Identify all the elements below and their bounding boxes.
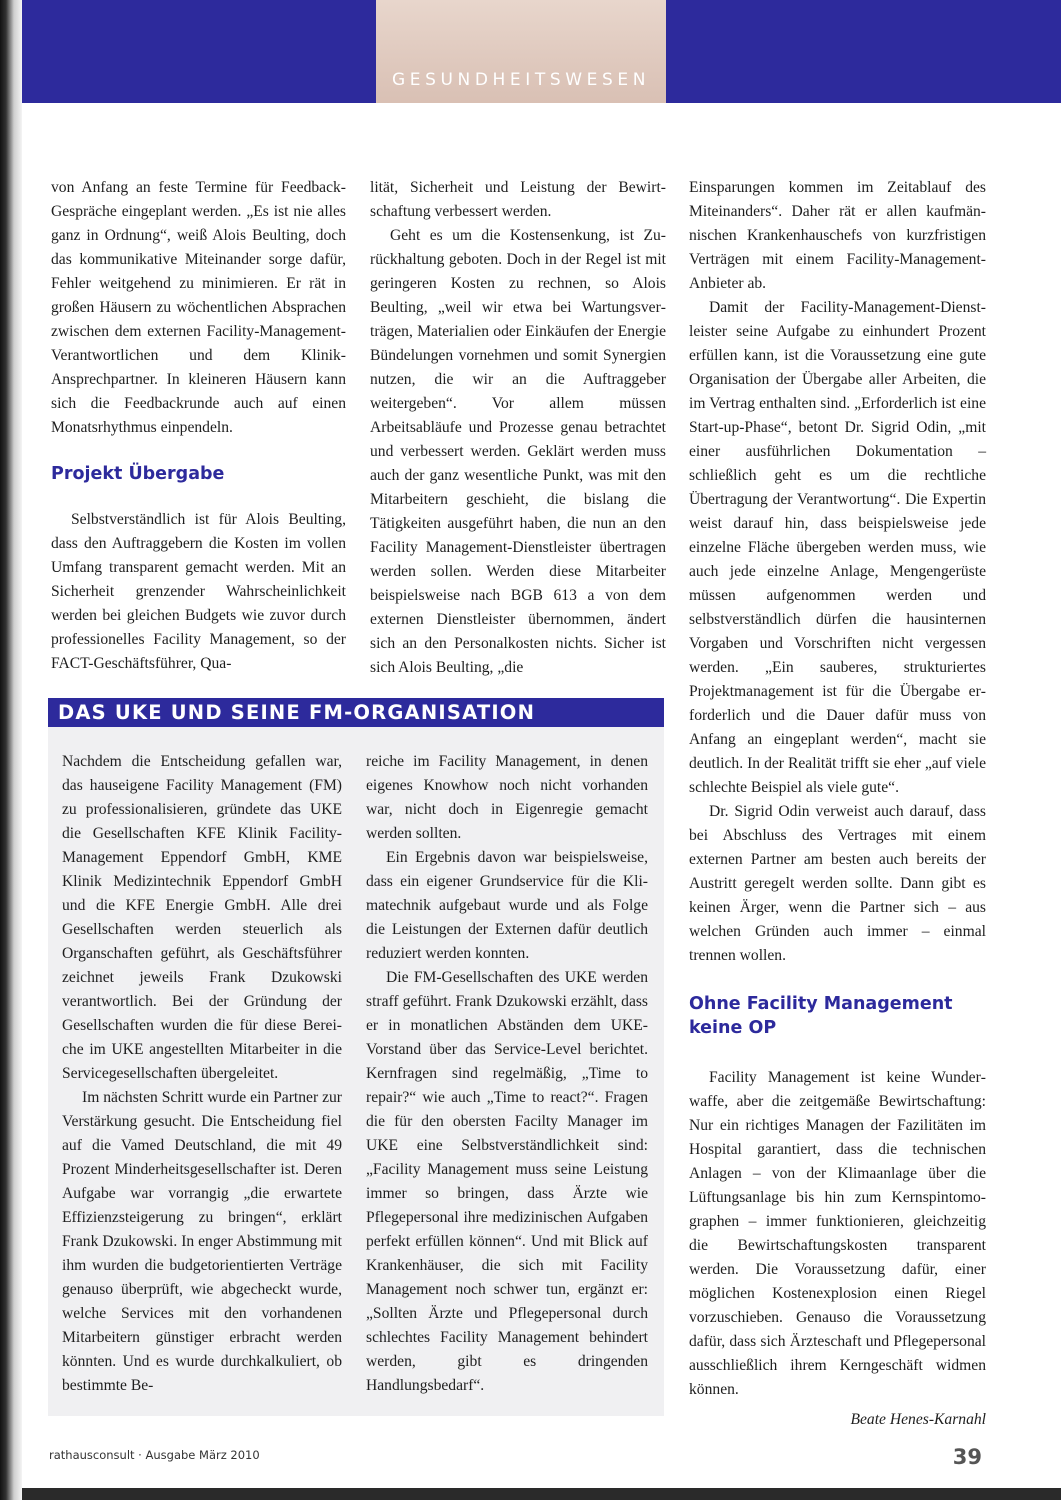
paragraph: Geht es um die Kostensenkung, ist Zurückhaltung geboten. Doch in der Regel ist mit geringeren Kosten zu rechnen, so Alois Beulting, „weil wir etwa bei Wartungsverträgen, Materialien oder Einkäufen der Energie Bündelungen vornehmen und somit Synergien nutzen, die wir an die Auftraggeber weitergeben“. Vor allem müssen Arbeitsabläufe und Prozesse genau betrachtet und verbessert werden. Geklärt werden muss auch der ganz wesentliche Punkt, was mit den Mitarbeitern geschieht, die bislang die Tätigkeiten ausgeführt haben, die nun an den Facility Management-Dienstleister übertragen werden sollen. Werden diese Mitarbeiter beispielsweise nach BGB 613 a von dem externen Dienstleister übernommen, ändert sich an den Personalkosten nichts. Sicher ist sich Alois Beulting, „die bbox=[370, 227, 666, 676]
sidebar-column-2 bbox=[366, 750, 648, 1398]
author-signature: Beate Henes-Karnahl bbox=[850, 1411, 986, 1428]
article-column-2 bbox=[370, 176, 666, 680]
article-column-3 bbox=[689, 176, 986, 1432]
paragraph: Selbstverständlich ist für Alois Beulting, dass den Auftraggebern die Kosten im vollen Umfang transparent gemacht werden. Mit an Sicherheit grenzender Wahrscheinlichkeit werden bei gleichen Budgets wie zuvor durch professionelles Facility Management, so der FACT-Geschäftsführer, Qua- bbox=[51, 511, 346, 672]
publication-footer: rathausconsult · Ausgabe März 2010 bbox=[49, 1448, 260, 1462]
subheading-line: Ohne Facility Management bbox=[689, 994, 953, 1014]
paragraph: von Anfang an feste Termine für Feedback-Gespräche eingeplant werden. „Es ist nie alles ganz in Ordnung“, weiß Alois Beulting, doch das kommunikative Miteinander sorge dafür, Fehler weitgehend zu minimieren. Er rät in großen Häusern zu wöchentlichen Absprachen zwischen dem externen Facility-Management-Verantwortlichen und dem Klinik-Ansprechpartner. In kleineren Häusern kann sich die Feedbackrunde auch auf einen Monatsrhythmus einpendeln. bbox=[51, 179, 346, 436]
article-column-1 bbox=[51, 176, 346, 676]
page-bottom-edge bbox=[22, 1488, 1061, 1500]
paragraph: Die FM-Gesellschaften des UKE werden straff geführt. Frank Dzukowski erzählt, dass er in monatlichen Abständen dem UKE-Vorstand über das Service-Level berichtet. Kernfragen sind regelmäßig, „Time to repair?“ wie auch „Time to react?“. Fragen die für den obersten Facilty Manager im UKE eine Selbstverständlichkeit sind: „Facility Management muss seine Leistung immer so bringen, dass Ärzte wie Pflegepersonal ihre medizinischen Aufgaben perfekt erfüllen können“. Und mit Blick auf Krankenhäuser, die sich mit Facility Management noch schwer tun, ergänzt er: „Sollten Ärzte und Pflegepersonal durch schlechtes Facility Management behindert werden, gibt es dringenden Handlungsbedarf“. bbox=[366, 969, 648, 1394]
sidebar-box-title: DAS UKE UND SEINE FM-ORGANISATION bbox=[48, 698, 664, 727]
page-number: 39 bbox=[952, 1445, 982, 1469]
paragraph: Ein Ergebnis davon war beispielsweise, dass ein eigener Grundservice für die Klimatechnik aufgebaut wurde und als Folge die Leistungen der Externen dafür deutlich reduziert werden konnten. bbox=[366, 849, 648, 962]
section-label: GESUNDHEITSWESEN bbox=[391, 70, 651, 90]
subheading-projekt-uebergabe: Projekt Übergabe bbox=[51, 464, 225, 484]
paragraph: Facility Management ist keine Wunderwaffe, aber die zeitgemäße Bewirtschaftung: Nur ein richtiges Managen der Fazilitäten im Hospital garantiert, dass die technischen Anlagen – von der Klimaanlage über die Lüftungsanlage bis hin zum Kernspintomographen – immer funktionieren, gleichzeitig die Bewirtschaftungskosten transparent werden. Die Voraussetzung dafür, einer möglichen Kostenexplosion einen Riegel vorzuschieben. Genauso die Voraussetzung dafür, dass sich Ärzteschaft und Pflegepersonal ausschließlich ihrem Kerngeschäft widmen können. bbox=[689, 1069, 986, 1398]
paragraph: Nachdem die Entscheidung gefallen war, das hauseigene Facility Management (FM) zu professionalisieren, gründete das UKE die Gesellschaften KFE Klinik Facility-Management Eppendorf GmbH, KME Klinik Medizintechnik Eppendorf GmbH und die KFE Energie GmbH. Alle drei Gesellschaften werden steuerlich als Organschaften geführt, als Geschäftsführer zeichnet jeweils Frank Dzukowski verantwortlich. Bei der Gründung der Gesellschaften wurden die für diese Bereiche im UKE angestellten Mitarbeiter in die Servicegesellschaften übergeleitet. bbox=[62, 753, 342, 1082]
sidebar-column-1 bbox=[62, 750, 342, 1398]
paragraph: Einsparungen kommen im Zeitablauf des Miteinanders“. Daher rät er allen kaufmännischen Krankenhauschefs von kurzfristigen Verträgen mit einem Facility-Management-Anbieter ab. bbox=[689, 179, 986, 292]
subheading-line: keine OP bbox=[689, 1018, 777, 1038]
paragraph: reiche im Facility Management, in denen eigenes Knowhow noch nicht vorhanden war, nicht doch in Eigenregie gemacht werden sollten. bbox=[366, 753, 648, 842]
paragraph: lität, Sicherheit und Leistung der Bewirtschaftung verbessert werden. bbox=[370, 179, 666, 220]
paragraph: Im nächsten Schritt wurde ein Partner zur Verstärkung gesucht. Die Entscheidung fiel auf die Vamed Deutschland, die mit 49 Prozent Minderheitsgesellschafter ist. Deren Aufgabe war vorrangig „die erwartete Effizienzsteigerung zu bringen“, erklärt Frank Dzukowski. In enger Abstimmung mit ihm wurden die budgetorientierten Verträge genauso überprüft, wie abgecheckt wurde, welche Services mit den vorhandenen Mitarbeitern günstiger erbracht werden könnten. Und es wurde durchkalkuliert, ob bestimmte Be- bbox=[62, 1089, 342, 1394]
subheading-ohne-facility-management bbox=[689, 992, 986, 1040]
paragraph: Dr. Sigrid Odin verweist auch darauf, dass bei Abschluss des Vertrages mit einem externen Partner am besten auch bereits der Austritt geregelt werden sollte. Dann gibt es keinen Ärger, wenn die Partner sich – aus welchen Gründen auch immer – einmal trennen wollen. bbox=[689, 803, 986, 964]
page-binding-edge bbox=[0, 0, 22, 1500]
paragraph: Damit der Facility-Management-Dienstleister seine Aufgabe zu einhundert Prozent erfüllen kann, ist die Voraussetzung eine gute Organisation der Übergabe aller Arbeiten, die im Vertrag enthalten sind. „Erforderlich ist eine Start-up-Phase“, betont Dr. Sigrid Odin, „mit einer ausführlichen Dokumentation – schließlich geht es um die rechtliche Übertragung der Verantwortung“. Die Expertin weist darauf hin, dass beispielsweise jede einzelne Fläche übergeben werden muss, wie auch jede einzelne Anlage, Mengengerüste müssen aufgenommen werden und selbstverständlich dürfen die hausinternen Vorgaben und Vorschriften nicht vergessen werden. „Ein sauberes, strukturiertes Projektmanagement ist für die Übergabe erforderlich und die Dauer dafür muss von Anfang an eingeplant werden“, macht sie deutlich. In der Realität trifft sie eher „auf viele schlechte Beispiel als viele gute“. bbox=[689, 299, 986, 796]
